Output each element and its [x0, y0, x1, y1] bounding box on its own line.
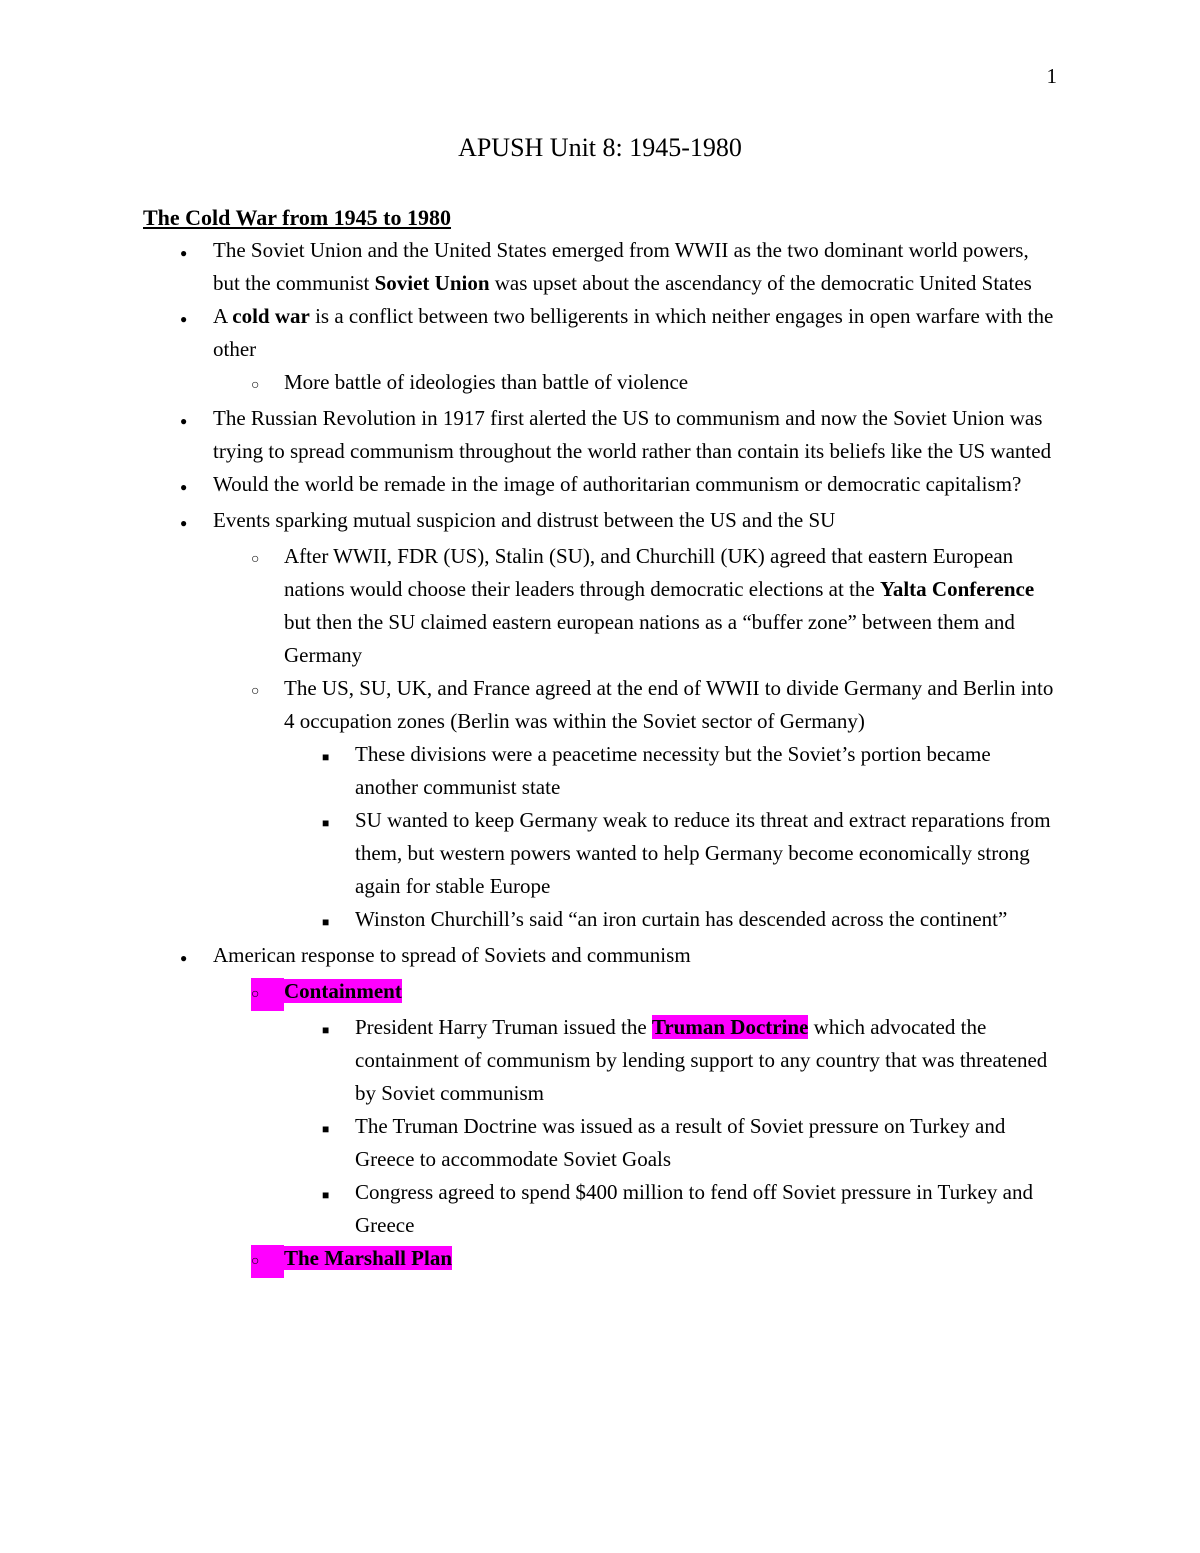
text-segment: The Marshall Plan	[284, 1246, 453, 1270]
list-item	[143, 234, 1057, 300]
list-item-text	[284, 672, 1057, 738]
text-segment: The Truman Doctrine was issued as a result of Soviet pressure on Turkey and Greece to accommodate Soviet Goals	[355, 1114, 1006, 1171]
list-item	[143, 1011, 1057, 1110]
section-heading-row	[143, 165, 1057, 234]
text-segment: Would the world be remade in the image of authoritarian communism or democratic capitalism?	[213, 472, 1022, 496]
text-segment: The US, SU, UK, and France agreed at the end of WWII to divide Germany and Berlin into 4 occupation zones (Berlin was within the Soviet sector of Germany)	[284, 676, 1054, 733]
bullet-list	[143, 234, 1057, 1278]
list-item	[143, 300, 1057, 366]
document-title: APUSH Unit 8: 1945-1980	[458, 133, 742, 162]
text-segment: Soviet Union	[374, 271, 490, 295]
page-number: 1	[1046, 64, 1057, 88]
bullet-disc-icon: ●	[180, 516, 188, 530]
list-item-text	[213, 234, 1057, 300]
list-item-text	[355, 1110, 1057, 1176]
bullet-square-icon: ■	[322, 1122, 330, 1136]
text-segment: These divisions were a peacetime necessity but the Soviet’s portion became another communist state	[355, 742, 991, 799]
text-segment: The Russian Revolution in 1917 first alerted the US to communism and now the Soviet Union was trying to spread communism throughout the world rather than contain its beliefs like the US wanted	[213, 406, 1052, 463]
list-item-text	[213, 300, 1057, 366]
list-item-text	[284, 366, 1057, 399]
list-item-text	[213, 402, 1057, 468]
list-item	[143, 903, 1057, 939]
bullet-disc-icon: ●	[180, 312, 188, 326]
list-item	[143, 1110, 1057, 1176]
bullet-disc-icon: ●	[180, 480, 188, 494]
text-segment: A	[213, 304, 233, 328]
list-item	[143, 540, 1057, 672]
list-item-text	[213, 468, 1057, 501]
bullet-circle-icon: ○	[251, 552, 260, 567]
list-item-text	[213, 504, 1057, 537]
list-item	[143, 504, 1057, 540]
text-segment: is a conflict between two belligerents in which neither engages in open warfare with the other	[213, 304, 1054, 361]
list-item	[143, 468, 1057, 504]
text-segment: SU wanted to keep Germany weak to reduce its threat and extract reparations from them, but western powers wanted to help Germany become economically strong again for stable Europe	[355, 808, 1051, 898]
section-heading: The Cold War from 1945 to 1980	[143, 205, 452, 230]
text-segment: After WWII, FDR (US), Stalin (SU), and Churchill (UK) agreed that eastern European nations would choose their leaders through democratic elections at the	[284, 544, 1014, 601]
text-segment: Winston Churchill’s said “an iron curtain has descended across the continent”	[355, 907, 1008, 931]
text-segment: cold war	[232, 304, 310, 328]
list-item-text	[284, 1242, 1057, 1275]
bullet-square-icon: ■	[322, 1188, 330, 1202]
list-item	[143, 939, 1057, 975]
text-segment: which advocated the containment of communism by lending support to any country that was threatened by Soviet communism	[355, 1015, 1048, 1105]
bullet-disc-icon: ●	[180, 414, 188, 428]
list-item-text	[355, 903, 1057, 936]
text-segment: American response to spread of Soviets and communism	[213, 943, 691, 967]
list-item	[143, 366, 1057, 402]
text-segment: Yalta Conference	[879, 577, 1035, 601]
list-item-text	[355, 1176, 1057, 1242]
text-segment: Truman Doctrine	[651, 1015, 809, 1039]
text-segment: Containment	[284, 979, 402, 1003]
list-item	[143, 1242, 1057, 1278]
bullet-square-icon: ■	[322, 915, 330, 929]
bullet-disc-icon: ●	[180, 951, 188, 965]
list-item-text	[284, 975, 1057, 1008]
list-item	[143, 1176, 1057, 1242]
text-segment: The Soviet Union and the United States emerged from WWII as the two dominant world powers, but the communist	[213, 238, 1029, 295]
list-item-text	[355, 738, 1057, 804]
list-item-text	[355, 804, 1057, 903]
text-segment: More battle of ideologies than battle of violence	[284, 370, 689, 394]
list-item	[143, 672, 1057, 738]
text-segment: but then the SU claimed eastern european nations as a “buffer zone” between them and Germany	[284, 610, 1015, 667]
bullet-circle-icon: ○	[251, 684, 260, 699]
list-item	[143, 402, 1057, 468]
list-item-text	[355, 1011, 1057, 1110]
list-item	[143, 975, 1057, 1011]
bullet-circle-icon: ○	[251, 1245, 284, 1278]
list-item	[143, 804, 1057, 903]
bullet-disc-icon: ●	[180, 246, 188, 260]
bullet-circle-icon: ○	[251, 378, 260, 393]
text-segment: Congress agreed to spend $400 million to fend off Soviet pressure in Turkey and Greece	[355, 1180, 1033, 1237]
text-segment: Events sparking mutual suspicion and distrust between the US and the SU	[213, 508, 836, 532]
list-item-text	[213, 939, 1057, 972]
list-item-text	[284, 540, 1057, 672]
bullet-square-icon: ■	[322, 750, 330, 764]
text-segment: was upset about the ascendancy of the democratic United States	[489, 271, 1032, 295]
list-item	[143, 738, 1057, 804]
bullet-circle-icon: ○	[251, 978, 284, 1011]
text-segment: President Harry Truman issued the	[355, 1015, 652, 1039]
bullet-square-icon: ■	[322, 816, 330, 830]
bullet-square-icon: ■	[322, 1023, 330, 1037]
